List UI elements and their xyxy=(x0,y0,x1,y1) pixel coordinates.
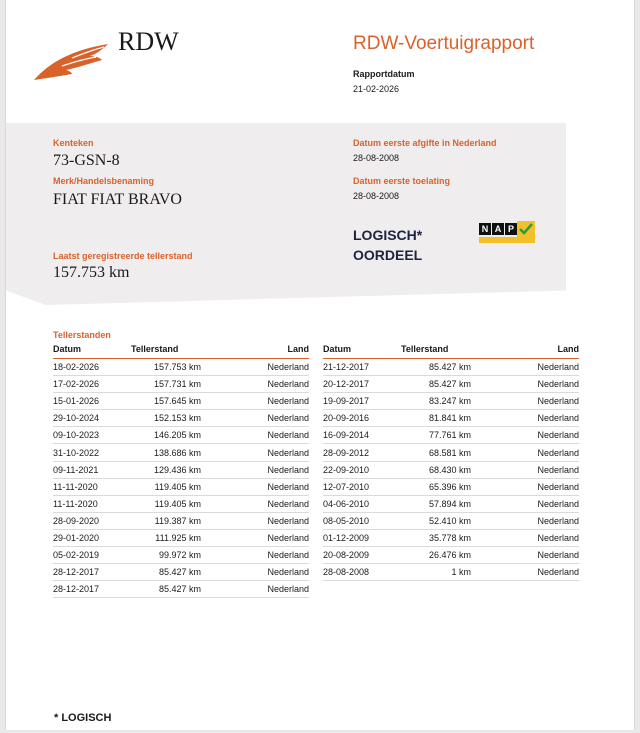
table-row xyxy=(323,496,579,513)
cell-date: 28-12-2017 xyxy=(53,584,100,595)
cell-country: Nederland xyxy=(267,584,309,595)
cell-odometer: 157.645 km xyxy=(153,396,201,407)
cell-country: Nederland xyxy=(537,532,579,543)
cell-odometer: 26.476 km xyxy=(428,550,471,561)
cell-country: Nederland xyxy=(267,430,309,441)
cell-country: Nederland xyxy=(537,515,579,526)
table-row xyxy=(323,462,579,479)
col-odometer: Tellerstand xyxy=(401,344,449,354)
table-row xyxy=(53,479,309,496)
table-row xyxy=(53,359,309,376)
cell-date: 19-09-2017 xyxy=(323,396,370,407)
plate-value: 73-GSN-8 xyxy=(53,152,120,169)
cell-country: Nederland xyxy=(267,396,309,407)
cell-country: Nederland xyxy=(267,379,309,390)
verdict-line-1: LOGISCH* xyxy=(353,227,423,243)
cell-odometer: 68.581 km xyxy=(428,447,471,458)
cell-date: 18-02-2026 xyxy=(53,362,100,373)
cell-odometer: 99.972 km xyxy=(158,550,201,561)
cell-date: 20-12-2017 xyxy=(323,379,370,390)
cell-date: 09-10-2023 xyxy=(53,430,100,441)
cell-odometer: 129.436 km xyxy=(153,464,201,475)
cell-odometer: 83.247 km xyxy=(428,396,471,407)
cell-date: 29-10-2024 xyxy=(53,413,100,424)
table-row xyxy=(53,410,309,427)
cell-odometer: 1 km xyxy=(451,567,471,578)
table-row xyxy=(53,564,309,581)
cell-country: Nederland xyxy=(267,532,309,543)
table-header xyxy=(323,344,579,359)
cell-date: 15-01-2026 xyxy=(53,396,100,407)
table-row xyxy=(323,564,579,581)
nap-bar xyxy=(479,237,535,243)
readings-table-right xyxy=(323,344,579,581)
table-header xyxy=(53,344,309,359)
cell-country: Nederland xyxy=(267,481,309,492)
first-admission-value: 28-08-2008 xyxy=(353,191,400,201)
cell-odometer: 146.205 km xyxy=(153,430,201,441)
verdict-line-2: OORDEEL xyxy=(353,247,423,263)
table-row xyxy=(53,513,309,530)
cell-country: Nederland xyxy=(267,567,309,578)
cell-date: 05-02-2019 xyxy=(53,550,100,561)
make-value: FIAT FIAT BRAVO xyxy=(53,191,182,208)
table-row xyxy=(53,444,309,461)
cell-odometer: 35.778 km xyxy=(428,532,471,543)
cell-country: Nederland xyxy=(267,464,309,475)
cell-date: 20-09-2016 xyxy=(323,413,370,424)
table-row xyxy=(53,581,309,598)
cell-odometer: 52.410 km xyxy=(428,515,471,526)
cell-date: 22-09-2010 xyxy=(323,464,370,475)
cell-country: Nederland xyxy=(267,447,309,458)
cell-date: 29-01-2020 xyxy=(53,532,100,543)
cell-date: 28-08-2008 xyxy=(323,567,370,578)
col-country: Land xyxy=(557,344,579,354)
nap-letter-n: N xyxy=(479,223,491,235)
report-title: RDW-Voertuigrapport xyxy=(353,33,535,54)
col-country: Land xyxy=(287,344,309,354)
cell-country: Nederland xyxy=(537,498,579,509)
cell-country: Nederland xyxy=(537,447,579,458)
cell-date: 16-09-2014 xyxy=(323,430,370,441)
report-date: 21-02-2026 xyxy=(353,84,400,94)
cell-country: Nederland xyxy=(537,550,579,561)
cell-country: Nederland xyxy=(537,362,579,373)
cell-country: Nederland xyxy=(537,396,579,407)
odometer-value: 157.753 km xyxy=(53,264,130,281)
table-row xyxy=(53,496,309,513)
cell-odometer: 157.731 km xyxy=(153,379,201,390)
cell-odometer: 111.925 km xyxy=(155,532,201,543)
table-row xyxy=(323,376,579,393)
cell-date: 28-12-2017 xyxy=(53,567,100,578)
readings-table-left xyxy=(53,344,309,598)
cell-odometer: 119.405 km xyxy=(154,481,201,492)
first-admission-label: Datum eerste toelating xyxy=(353,176,451,186)
cell-odometer: 85.427 km xyxy=(158,567,201,578)
cell-country: Nederland xyxy=(537,379,579,390)
cell-country: Nederland xyxy=(267,413,309,424)
cell-odometer: 119.387 km xyxy=(154,515,201,526)
cell-odometer: 138.686 km xyxy=(153,447,201,458)
table-row xyxy=(323,479,579,496)
cell-odometer: 77.761 km xyxy=(428,430,471,441)
table-row xyxy=(53,393,309,410)
col-date: Datum xyxy=(53,344,82,354)
cell-odometer: 68.430 km xyxy=(428,464,471,475)
cell-country: Nederland xyxy=(267,362,309,373)
cell-odometer: 119.405 km xyxy=(154,498,201,509)
cell-odometer: 81.841 km xyxy=(428,413,471,424)
cell-country: Nederland xyxy=(267,498,309,509)
table-row xyxy=(53,547,309,564)
table-row xyxy=(53,462,309,479)
cell-date: 28-09-2020 xyxy=(53,515,100,526)
table-row xyxy=(53,376,309,393)
cell-country: Nederland xyxy=(537,481,579,492)
table-row xyxy=(323,410,579,427)
footnote: * LOGISCH xyxy=(54,712,112,724)
rdw-logo-icon xyxy=(32,40,112,82)
readings-title: Tellerstanden xyxy=(53,330,111,340)
cell-date: 20-08-2009 xyxy=(323,550,370,561)
table-row xyxy=(323,393,579,410)
col-odometer: Tellerstand xyxy=(131,344,179,354)
cell-country: Nederland xyxy=(537,430,579,441)
make-label: Merk/Handelsbenaming xyxy=(53,176,155,186)
table-row xyxy=(53,427,309,444)
cell-odometer: 65.396 km xyxy=(428,481,471,492)
odometer-label: Laatst geregistreerde tellerstand xyxy=(53,251,193,261)
table-row xyxy=(323,444,579,461)
table-row xyxy=(323,530,579,547)
plate-label: Kenteken xyxy=(53,138,94,148)
cell-odometer: 152.153 km xyxy=(153,413,201,424)
cell-date: 31-10-2022 xyxy=(53,447,100,458)
cell-date: 28-09-2012 xyxy=(323,447,370,458)
cell-date: 21-12-2017 xyxy=(323,362,370,373)
table-row xyxy=(323,427,579,444)
cell-date: 01-12-2009 xyxy=(323,532,370,543)
report-page xyxy=(5,0,635,730)
cell-country: Nederland xyxy=(267,550,309,561)
cell-date: 04-06-2010 xyxy=(323,498,370,509)
cell-date: 08-05-2010 xyxy=(323,515,370,526)
col-date: Datum xyxy=(323,344,352,354)
cell-country: Nederland xyxy=(267,515,309,526)
report-date-label: Rapportdatum xyxy=(353,69,415,79)
first-issue-value: 28-08-2008 xyxy=(353,153,400,163)
nap-letter-a: A xyxy=(492,223,504,235)
cell-odometer: 85.427 km xyxy=(428,362,471,373)
brand-name: RDW xyxy=(118,27,179,56)
table-row xyxy=(53,530,309,547)
cell-odometer: 157.753 km xyxy=(153,362,201,373)
first-issue-label: Datum eerste afgifte in Nederland xyxy=(353,138,497,148)
table-row xyxy=(323,547,579,564)
cell-country: Nederland xyxy=(537,464,579,475)
table-row xyxy=(323,513,579,530)
cell-odometer: 57.894 km xyxy=(428,498,471,509)
nap-letter-p: P xyxy=(505,223,517,235)
table-row xyxy=(323,359,579,376)
cell-date: 12-07-2010 xyxy=(323,481,370,492)
cell-odometer: 85.427 km xyxy=(428,379,471,390)
cell-country: Nederland xyxy=(537,413,579,424)
cell-date: 17-02-2026 xyxy=(53,379,100,390)
cell-country: Nederland xyxy=(537,567,579,578)
check-icon xyxy=(517,221,535,237)
cell-date: 11-11-2020 xyxy=(53,481,98,492)
cell-date: 11-11-2020 xyxy=(53,498,98,509)
cell-odometer: 85.427 km xyxy=(158,584,201,595)
cell-date: 09-11-2021 xyxy=(53,464,99,475)
